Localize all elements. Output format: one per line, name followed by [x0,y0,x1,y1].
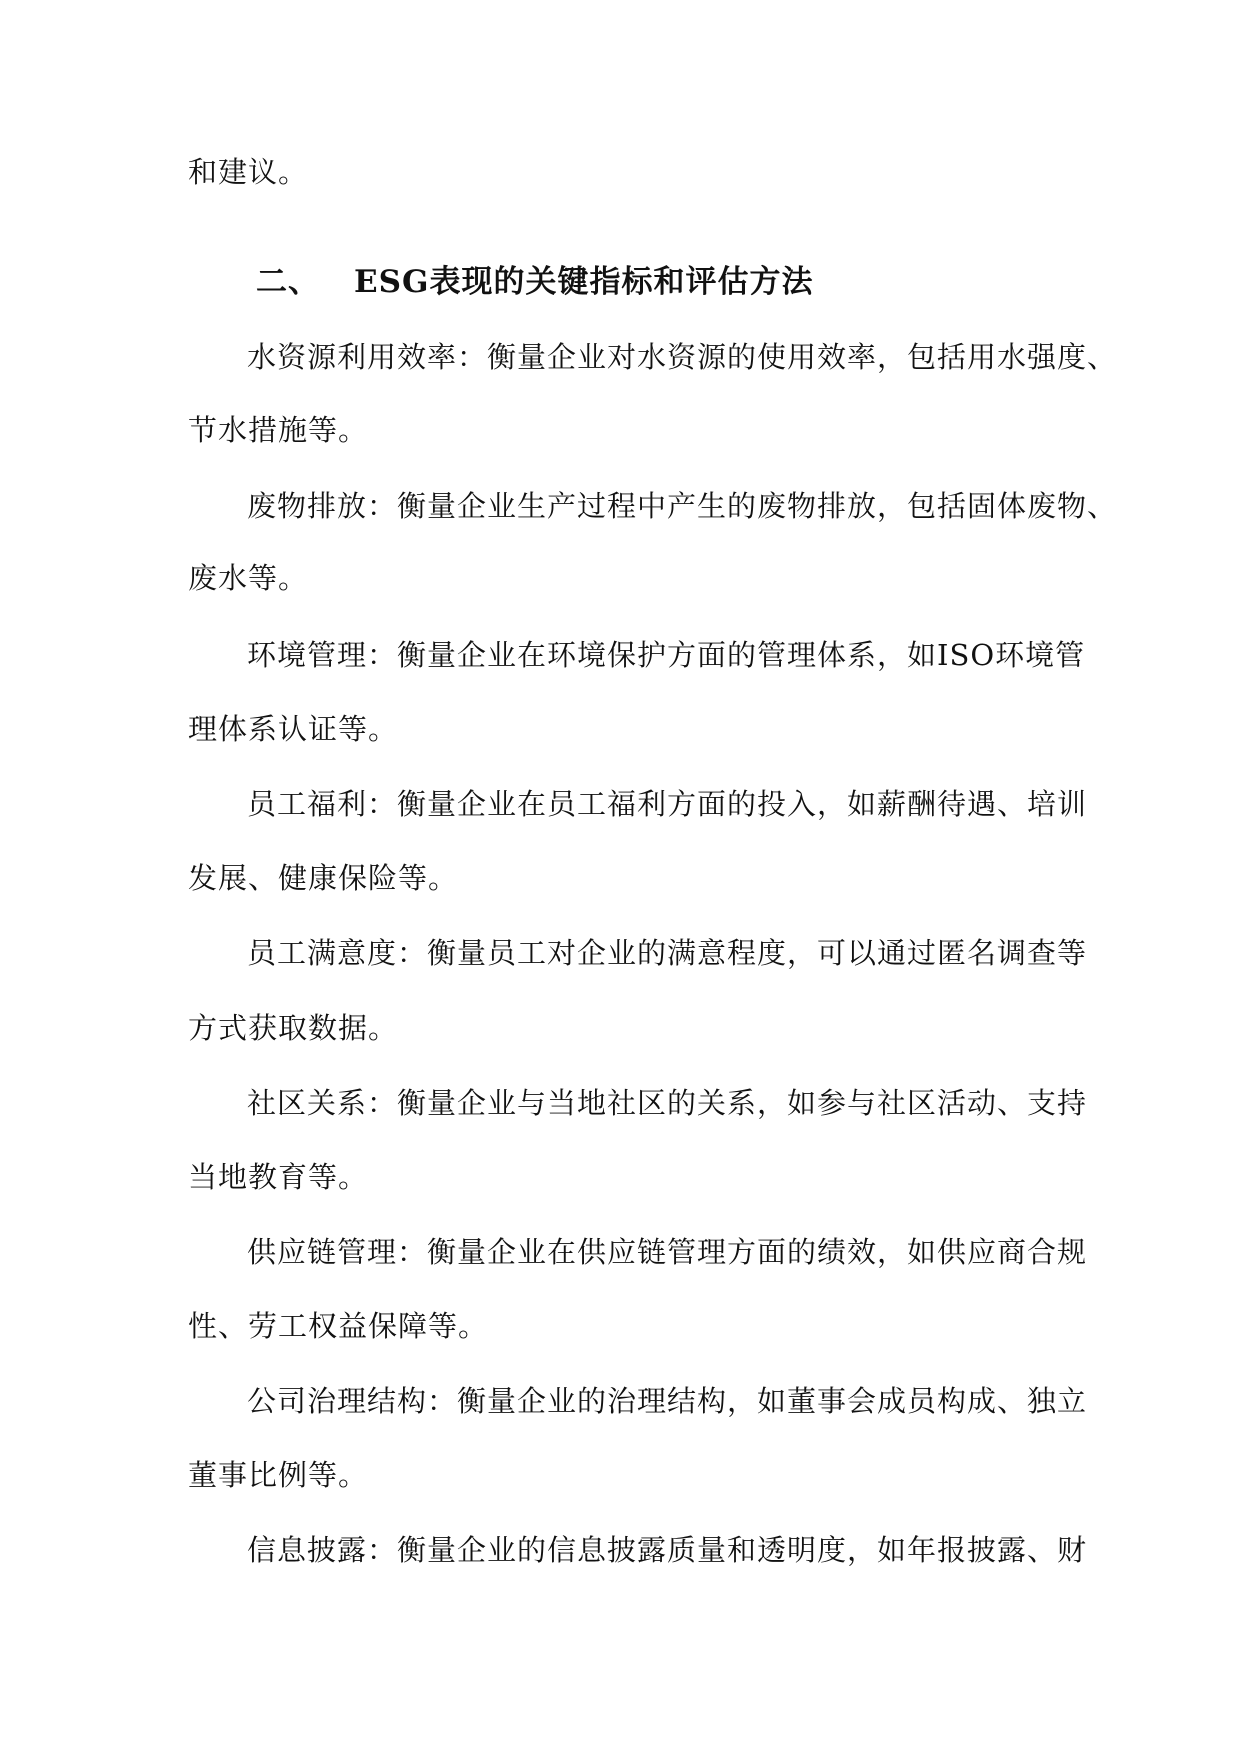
paragraph-satisfaction-line2: 方式获取数据。 [188,1011,399,1045]
paragraph-supply-chain-line2: 性、劳工权益保障等。 [188,1309,489,1343]
section-title: ESG表现的关键指标和评估方法 [354,264,814,300]
paragraph-water-line2: 节水措施等。 [188,413,369,447]
paragraph-supply-chain-line1: 供应链管理：衡量企业在供应链管理方面的绩效，如供应商合规 [247,1235,1088,1269]
paragraph-welfare-line2: 发展、健康保险等。 [188,861,459,895]
section-number: 二、 [256,264,320,300]
paragraph-water-line1: 水资源利用效率：衡量企业对水资源的使用效率，包括用水强度、 [247,340,1118,374]
paragraph-governance-line2: 董事比例等。 [188,1458,369,1492]
paragraph-community-line2: 当地教育等。 [188,1160,369,1194]
intro-continuation: 和建议。 [188,155,309,189]
paragraph-env-mgmt-line2: 理体系认证等。 [188,712,399,746]
paragraph-waste-line2: 废水等。 [188,561,309,595]
paragraph-community-line1: 社区关系：衡量企业与当地社区的关系，如参与社区活动、支持 [247,1086,1088,1120]
paragraph-welfare-line1: 员工福利：衡量企业在员工福利方面的投入，如薪酬待遇、培训 [247,787,1088,821]
paragraph-satisfaction-line1: 员工满意度：衡量员工对企业的满意程度，可以通过匿名调查等 [247,936,1088,970]
paragraph-governance-line1: 公司治理结构：衡量企业的治理结构，如董事会成员构成、独立 [247,1384,1088,1418]
paragraph-env-mgmt-line1: 环境管理：衡量企业在环境保护方面的管理体系，如ISO环境管 [247,638,1086,672]
paragraph-waste-line1: 废物排放：衡量企业生产过程中产生的废物排放，包括固体废物、 [247,489,1118,523]
paragraph-disclosure-line1: 信息披露：衡量企业的信息披露质量和透明度，如年报披露、财 [247,1533,1088,1567]
section-heading [256,262,1056,302]
